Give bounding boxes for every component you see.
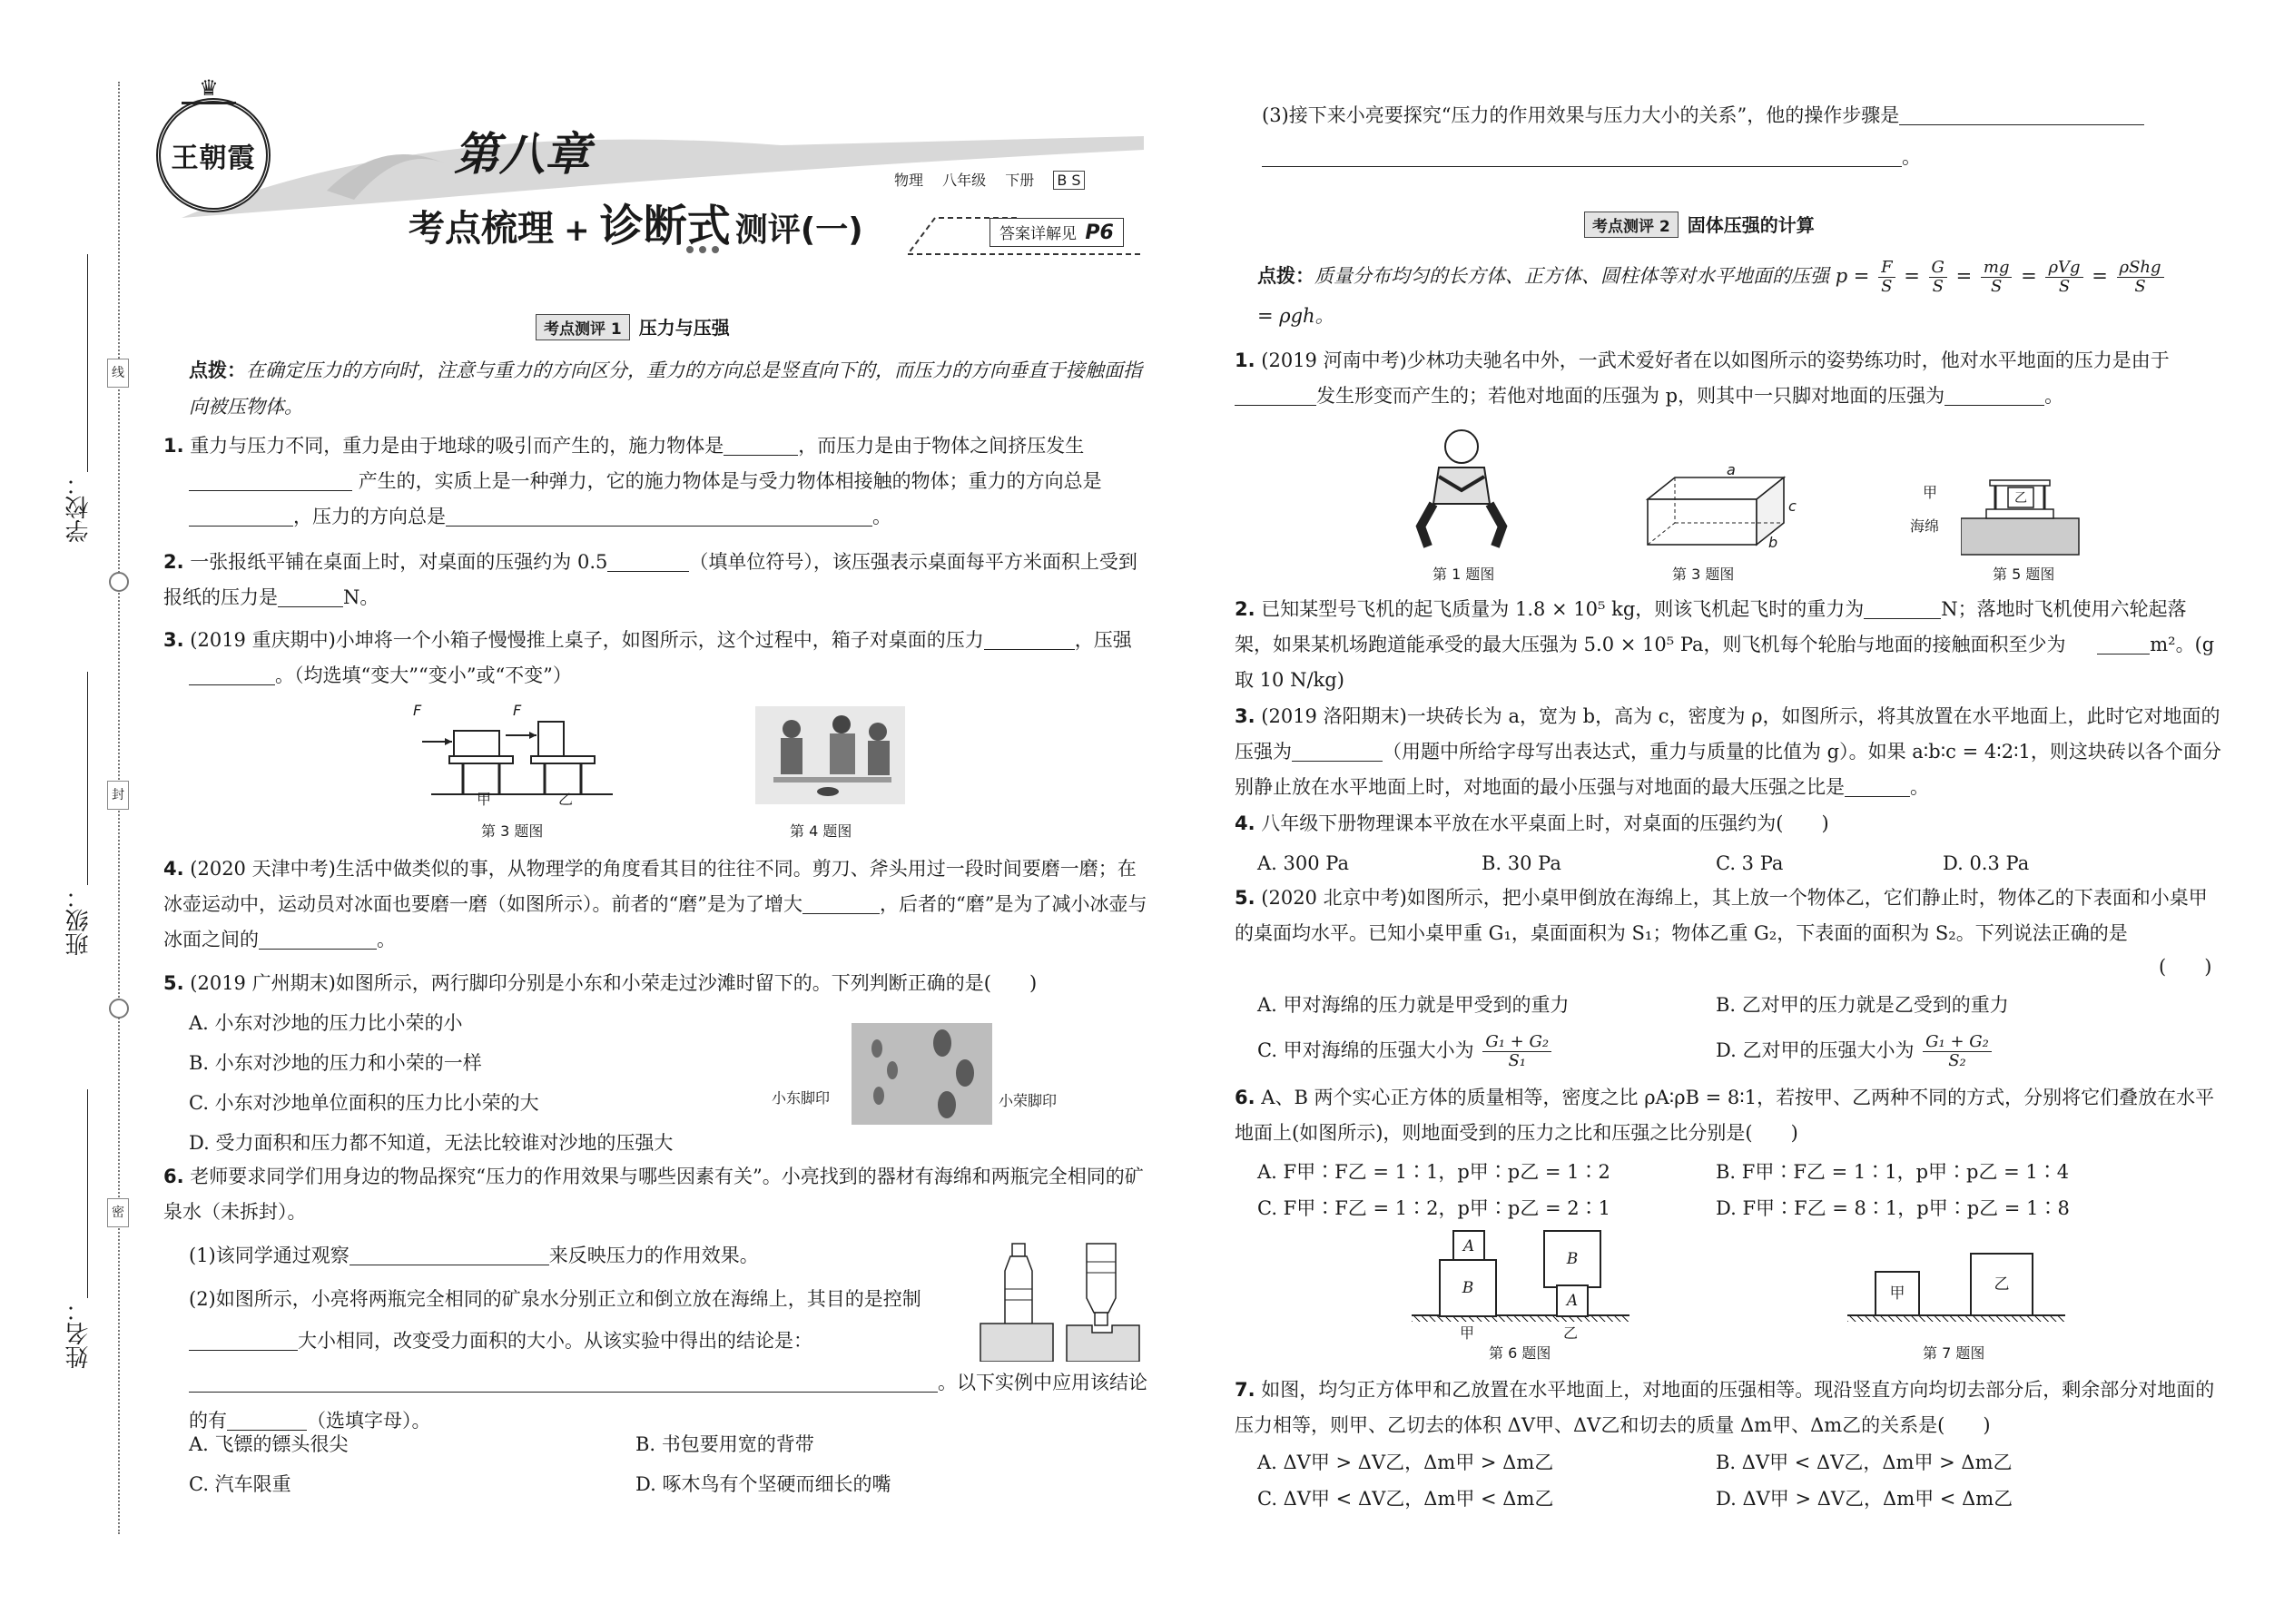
q1-text-e: 。 bbox=[872, 506, 891, 527]
figure-3-left bbox=[413, 704, 631, 803]
r-q4-option-b[interactable]: B. 30 Pa bbox=[1482, 852, 1561, 874]
class-label: 班级： bbox=[65, 885, 93, 956]
r-fig7-yi-cube: 乙 bbox=[1970, 1253, 2033, 1316]
q1-number: 1. bbox=[163, 435, 184, 457]
right-q6 bbox=[1235, 1080, 2224, 1151]
name-label: 姓名： bbox=[65, 1298, 93, 1369]
r-q6-option-a[interactable]: A. F甲∶F乙 = 1∶1，p甲∶p乙 = 1∶2 bbox=[1257, 1161, 1610, 1183]
page-title bbox=[409, 191, 863, 253]
hint-frac-4: $\frac{\text{ρVg}}{S}$ bbox=[2045, 259, 2082, 296]
meta-grade: 八年级 bbox=[942, 172, 987, 189]
figure-4-curling-photo bbox=[755, 706, 905, 804]
r-fig6-jia-A: A bbox=[1452, 1230, 1485, 1263]
r-q1-text-a: (2019 河南中考)少林功夫驰名中外，一武术爱好者在以如图所示的姿势练功时，他对水平地面的压力是由于 bbox=[1261, 349, 2170, 371]
r-fig5-sponge-label: 海绵 bbox=[1910, 517, 1940, 535]
fig3-caption: 第 3 题图 bbox=[481, 822, 544, 840]
q6-3-blank-1[interactable] bbox=[1899, 103, 2144, 125]
r-q3-blank-2[interactable] bbox=[1845, 774, 1910, 797]
r-fig7-caption: 第 7 题图 bbox=[1923, 1344, 1985, 1362]
logo-seal bbox=[156, 98, 271, 212]
q4-text-a: (2020 天津中考)生活中做类似的事，从物理学的角度看其目的往往不同。剪刀、斧头用过一段时间要磨一磨；在冰壶运动中，运动员对冰面也要磨一磨（如图所示）。前者的“磨”是为了增大 bbox=[163, 858, 1137, 915]
q6-part-3 bbox=[1262, 94, 2224, 178]
r-fig3-b-label: b bbox=[1768, 534, 1778, 551]
r-q1-text-b: 发生形变而产生的；若他对地面的压强为 p，则其中一只脚对地面的压强为 bbox=[1316, 385, 1945, 407]
title-a: 考点梳理 bbox=[409, 208, 554, 250]
q3-text-c: 。（均选填“变大”“变小”或“不变”） bbox=[275, 664, 572, 686]
r-q3-text-a: (2019 洛阳期末)一块砖长为 a，宽为 b，高为 c，密度为 ρ，如图所示，将其放置在水平地面上，此时它对地面的压强为 bbox=[1235, 705, 2220, 763]
r-q4-option-a[interactable]: A. 300 Pa bbox=[1257, 852, 1349, 874]
answer-ref-label: 答案详解见 bbox=[999, 225, 1077, 243]
r-q4-option-c[interactable]: C. 3 Pa bbox=[1716, 852, 1784, 874]
q6-2-text-c: 。以下实例中应用该结论的有 bbox=[189, 1372, 1147, 1432]
book-meta bbox=[894, 169, 1085, 190]
fig5-right-label: 小荣脚印 bbox=[999, 1092, 1058, 1109]
q2-number: 2. bbox=[163, 551, 184, 573]
seal-mark-3: 密 bbox=[107, 1198, 129, 1227]
hint2-p: p = bbox=[1835, 265, 1870, 287]
r-q7-option-c[interactable]: C. ΔV甲 < ΔV乙，Δm甲 < Δm乙 bbox=[1257, 1488, 1554, 1510]
r-q5-option-b[interactable]: B. 乙对甲的压力就是乙受到的重力 bbox=[1716, 994, 2009, 1016]
q1-blank-1[interactable] bbox=[724, 433, 798, 456]
r-q4-text: 八年级下册物理课本平放在水平桌面上时，对桌面的压强约为( ) bbox=[1261, 812, 1829, 834]
right-q3 bbox=[1235, 699, 2224, 805]
meta-edition: B S bbox=[1053, 171, 1084, 190]
r-q4-option-d[interactable]: D. 0.3 Pa bbox=[1943, 852, 2030, 874]
left-q4 bbox=[163, 851, 1153, 958]
r-q7-number: 7. bbox=[1235, 1379, 1255, 1401]
r-fig3-c-label: c bbox=[1788, 497, 1797, 515]
q5-option-d[interactable]: D. 受力面积和压力都不知道，无法比较谁对沙地的压强大 bbox=[189, 1132, 674, 1154]
section-2-tag: 考点测评 2 bbox=[1584, 212, 1679, 238]
r-q5-option-c[interactable] bbox=[1257, 1033, 1554, 1070]
q6-number: 6. bbox=[163, 1166, 184, 1187]
r-q3-number: 3. bbox=[1235, 705, 1255, 727]
figure-r1-martial-artist bbox=[1412, 427, 1511, 554]
q4-blank-1[interactable] bbox=[802, 891, 880, 914]
q6-1-text-a: (1)该同学通过观察 bbox=[189, 1245, 350, 1266]
hint2-text: 质量分布均匀的长方体、正方体、圆柱体等对水平地面的压强 bbox=[1314, 265, 1829, 287]
r-q6-option-c[interactable]: C. F甲∶F乙 = 1∶2，p甲∶p乙 = 2∶1 bbox=[1257, 1197, 1611, 1219]
r-q6-option-b[interactable]: B. F甲∶F乙 = 1∶1，p甲∶p乙 = 1∶4 bbox=[1716, 1161, 2070, 1183]
hint2-label: 点拨： bbox=[1257, 265, 1314, 287]
r-q2-text-a: 已知某型号飞机的起飞质量为 1.8 × 10⁵ kg，则该飞机起飞时的重力为 bbox=[1261, 598, 1865, 620]
r-q3-text-b: （用题中所给字母写出表达式，重力与质量的比值为 g）。如果 a∶b∶c = 4∶2∶1，则这块砖以各个面分别静止放在水平地面上时，对地面的最小压强与对地面的最大压强之比是 bbox=[1235, 741, 2221, 798]
q6-2-blank-1[interactable] bbox=[189, 1328, 298, 1351]
section-1-hint bbox=[189, 352, 1151, 425]
answer-ref-page: P6 bbox=[1085, 221, 1114, 244]
fig4-caption: 第 4 题图 bbox=[790, 822, 852, 840]
q6-1-blank[interactable] bbox=[350, 1243, 549, 1265]
fig3-jia-label: 甲 bbox=[477, 791, 492, 808]
meta-volume: 下册 bbox=[1005, 172, 1035, 189]
q4-number: 4. bbox=[163, 858, 184, 880]
q6-2-text-b: 大小相同，改变受力面积的大小。从该实验中得出的结论是： bbox=[298, 1330, 812, 1352]
q2-text-a: 一张报纸平铺在桌面上时，对桌面的压强约为 0.5 bbox=[190, 551, 608, 573]
hint-frac-5: $\frac{\text{ρShg}}{S}$ bbox=[2117, 259, 2164, 296]
left-q6 bbox=[163, 1159, 1153, 1230]
q6-part-2 bbox=[189, 1278, 942, 1362]
figure-6-bottles bbox=[976, 1235, 1157, 1362]
hint2-end: = ρgh。 bbox=[1257, 305, 1334, 327]
r-q7-option-a[interactable]: A. ΔV甲 > ΔV乙，Δm甲 > Δm乙 bbox=[1257, 1452, 1554, 1473]
fig3-f-label-2: F bbox=[513, 702, 522, 719]
q6-1-text-b: 来反映压力的作用效果。 bbox=[548, 1245, 759, 1266]
q2-blank-1[interactable] bbox=[607, 549, 689, 572]
r-q2-text-c: m²。(g 取 10 N/kg) bbox=[1235, 634, 2215, 691]
answer-ref[interactable] bbox=[989, 218, 1124, 247]
r-q6-option-d[interactable]: D. F甲∶F乙 = 8∶1，p甲∶p乙 = 1∶8 bbox=[1716, 1197, 2070, 1219]
r-q5-d-text: D. 乙对甲的压强大小为 bbox=[1716, 1039, 1915, 1061]
q1-blank-3[interactable] bbox=[189, 504, 293, 527]
left-q3 bbox=[163, 623, 1153, 694]
q2-text-c: N。 bbox=[343, 586, 379, 608]
q2-blank-2[interactable] bbox=[278, 585, 343, 607]
q6-3-text-b: 。 bbox=[1902, 146, 1921, 168]
q1-blank-4[interactable] bbox=[446, 504, 872, 527]
r-fig6-caption: 第 6 题图 bbox=[1489, 1344, 1551, 1362]
q1-text-d: ，压力的方向总是 bbox=[293, 506, 446, 527]
r-q4-number: 4. bbox=[1235, 812, 1255, 834]
r-q1-blank-1[interactable] bbox=[1235, 383, 1316, 406]
school-field[interactable] bbox=[87, 254, 88, 472]
r-fig5-caption: 第 5 题图 bbox=[1993, 566, 2055, 583]
r-q6-number: 6. bbox=[1235, 1087, 1255, 1108]
section-1-tag: 考点测评 1 bbox=[536, 314, 630, 340]
r-q5-d-frac: $\frac{\text{G₁ + G₂}}{\text{S₂}}$ bbox=[1923, 1033, 1992, 1070]
q6-part-1 bbox=[189, 1238, 759, 1274]
r-fig3-a-label: a bbox=[1727, 461, 1736, 478]
r-q5-option-d[interactable] bbox=[1716, 1033, 1994, 1070]
r-q6-text: A、B 两个实心正方体的质量相等，密度之比 ρA∶ρB = 8∶1，若按甲、乙两种不同的方式，分别将它们叠放在水平地面上(如图所示)，则地面受到的压力之比和压强之比分别是( ) bbox=[1235, 1087, 2215, 1144]
r-fig3-caption: 第 3 题图 bbox=[1672, 566, 1735, 583]
hint-frac-3: $\frac{mg}{S}$ bbox=[1981, 259, 2013, 296]
r-q5-c-frac: $\frac{\text{G₁ + G₂}}{\text{S₁}}$ bbox=[1482, 1033, 1551, 1070]
r-q2-number: 2. bbox=[1235, 598, 1255, 620]
q5-number: 5. bbox=[163, 972, 184, 994]
binding-circle-2 bbox=[109, 999, 129, 1019]
right-q7 bbox=[1235, 1373, 2224, 1443]
r-q1-text-c: 。 bbox=[2044, 385, 2064, 407]
q5-option-a[interactable]: A. 小东对沙地的压力比小荣的小 bbox=[189, 1012, 463, 1034]
q6-option-d[interactable]: D. 啄木鸟有个坚硬而细长的嘴 bbox=[635, 1473, 891, 1495]
left-q5 bbox=[163, 966, 1153, 1001]
q1-blank-2[interactable] bbox=[189, 468, 352, 491]
r-q5-c-text: C. 甲对海绵的压强大小为 bbox=[1257, 1039, 1474, 1061]
section-2-title: 固体压强的计算 bbox=[1687, 214, 1815, 236]
section-1-heading bbox=[536, 313, 730, 340]
q6-option-b[interactable]: B. 书包要用宽的背带 bbox=[635, 1433, 814, 1455]
r-q1-blank-2[interactable] bbox=[1944, 383, 2044, 406]
figure-5-footprints-photo bbox=[852, 1023, 992, 1125]
q1-text-c: 产生的，实质上是一种弹力，它的施力物体是与受力物体相接触的物体；重力的方向总是 bbox=[358, 470, 1102, 492]
q3-blank-2[interactable] bbox=[189, 663, 275, 685]
q4-text-c: 。 bbox=[377, 929, 396, 950]
section-2-hint: 点拨：质量分布均匀的长方体、正方体、圆柱体等对水平地面的压强 p = $\frac{F}{S}$ = $\frac{G}{S}$ = $\frac{mg}{S}$ = $\frac{\text{ρVg}}{S}$ = $\frac{\text{ρShg}}{S}$ = ρgh。 bbox=[1257, 256, 2229, 336]
binding-circle-1 bbox=[109, 572, 129, 592]
hint-text: 在确定压力的方向时，注意与重力的方向区分，重力的方向总是竖直向下的，而压力的方向垂直于接触面指向被压物体。 bbox=[189, 359, 1142, 418]
r-q5-number: 5. bbox=[1235, 887, 1255, 909]
q4-blank-2[interactable] bbox=[259, 927, 377, 950]
left-q1 bbox=[163, 428, 1153, 535]
fig3-f-label-1: F bbox=[413, 702, 422, 719]
right-q1 bbox=[1235, 343, 2224, 414]
name-field[interactable] bbox=[87, 1089, 88, 1298]
q6-option-c[interactable]: C. 汽车限重 bbox=[189, 1473, 291, 1495]
r-fig6-jia-label: 甲 bbox=[1460, 1324, 1475, 1342]
q6-2-text-a: (2)如图所示，小亮将两瓶完全相同的矿泉水分别正立和倒立放在海绵上，其目的是控制 bbox=[189, 1288, 921, 1310]
r-q2-blank-1[interactable] bbox=[1864, 596, 1941, 619]
r-q7-option-d[interactable]: D. ΔV甲 > ΔV乙，Δm甲 < Δm乙 bbox=[1716, 1488, 2013, 1510]
r-fig6-yi-A: A bbox=[1556, 1284, 1589, 1317]
r-q2-blank-2[interactable] bbox=[2097, 632, 2150, 655]
meta-subject: 物理 bbox=[894, 172, 924, 189]
seal-mark-2: 封 bbox=[107, 781, 129, 810]
right-q2 bbox=[1235, 592, 2224, 698]
hint-frac-2: $\frac{G}{S}$ bbox=[1929, 259, 1947, 296]
logo-crown-icon: ♛ bbox=[182, 74, 236, 104]
chapter-title: 第八章 bbox=[454, 128, 590, 181]
section-1-title: 压力与压强 bbox=[638, 317, 730, 339]
q6-option-a[interactable]: A. 飞镖的镖头很尖 bbox=[189, 1433, 349, 1455]
r-q3-blank-1[interactable] bbox=[1292, 739, 1383, 762]
title-c: 测评(一) bbox=[734, 212, 863, 249]
fig5-left-label: 小东脚印 bbox=[772, 1089, 831, 1107]
r-q5-answer-paren[interactable]: ( ) bbox=[2159, 956, 2212, 978]
r-fig5-jia-label: 甲 bbox=[1923, 484, 1938, 501]
left-q2 bbox=[163, 545, 1153, 615]
r-q2-text-b: N；落地时飞机使用六轮起落架，如果某机场跑道能承受的最大压强为 5.0 × 10⁵ Pa，则飞机每个轮胎与地面的接触面积至少为 bbox=[1235, 598, 2187, 655]
r-q3-text-c: 。 bbox=[1910, 776, 1929, 798]
q6-text: 老师要求同学们用身边的物品探究“压力的作用效果与哪些因素有关”。小亮找到的器材有海绵和两瓶完全相同的矿泉水（未拆封）。 bbox=[163, 1166, 1144, 1223]
q5-option-b[interactable]: B. 小东对沙地的压力和小荣的一样 bbox=[189, 1052, 482, 1074]
r-fig6-yi-label: 乙 bbox=[1563, 1324, 1579, 1342]
school-label: 学校： bbox=[65, 472, 93, 543]
title-plus: + bbox=[564, 212, 590, 249]
q5-option-c[interactable]: C. 小东对沙地单位面积的压力比小荣的大 bbox=[189, 1092, 539, 1114]
fig3-yi-label: 乙 bbox=[558, 791, 574, 808]
q4-text-b: ，后者的“磨”是为了减小冰壶与冰面之间的 bbox=[163, 893, 1147, 950]
q3-text-b: ，压强 bbox=[1074, 629, 1132, 651]
r-fig6-yi-B: B bbox=[1543, 1230, 1601, 1288]
r-fig5-yi-label: 乙 bbox=[2014, 491, 2027, 506]
q6-3-blank-2[interactable] bbox=[1262, 144, 1902, 167]
q6-2-blank-2[interactable] bbox=[189, 1370, 938, 1393]
r-q7-text: 如图，均匀正方体甲和乙放置在水平地面上，对地面的压强相等。现沿竖直方向均切去部分后，剩余部分对地面的压力相等，则甲、乙切去的体积 ΔV甲、ΔV乙和切去的质量 Δm甲、Δm乙的关系是( ) bbox=[1235, 1379, 2215, 1436]
q3-text-a: (2019 重庆期中)小坤将一个小箱子慢慢推上桌子，如图所示，这个过程中，箱子对桌面的压力 bbox=[190, 629, 984, 651]
r-q7-option-b[interactable]: B. ΔV甲 < ΔV乙，Δm甲 > Δm乙 bbox=[1716, 1452, 2013, 1473]
class-field[interactable] bbox=[87, 672, 88, 885]
r-fig6-jia-B: B bbox=[1439, 1259, 1497, 1317]
seal-mark-1: 线 bbox=[107, 359, 129, 388]
section-2-heading bbox=[1584, 211, 1815, 238]
q3-number: 3. bbox=[163, 629, 184, 651]
hint-frac-1: $\frac{F}{S}$ bbox=[1878, 259, 1895, 296]
right-q5 bbox=[1235, 881, 2224, 951]
right-q4 bbox=[1235, 806, 2224, 842]
q1-text-a: 重力与压力不同，重力是由于地球的吸引而产生的，施力物体是 bbox=[190, 435, 724, 457]
r-q1-number: 1. bbox=[1235, 349, 1255, 371]
q6-2-text-d: （选填字母）。 bbox=[307, 1410, 431, 1432]
q6-3-text-a: (3)接下来小亮要探究“压力的作用效果与压力大小的关系”，他的操作步骤是 bbox=[1262, 104, 1900, 126]
logo-text: 王朝霞 bbox=[171, 143, 256, 174]
q1-text-b: ，而压力是由于物体之间挤压发生 bbox=[798, 435, 1085, 457]
r-q5-option-a[interactable]: A. 甲对海绵的压力就是甲受到的重力 bbox=[1257, 994, 1570, 1016]
title-b: 诊断式 bbox=[599, 201, 731, 251]
q3-blank-1[interactable] bbox=[984, 627, 1075, 650]
r-fig7-jia-cube: 甲 bbox=[1875, 1271, 1920, 1316]
r-fig1-caption: 第 1 题图 bbox=[1433, 566, 1495, 583]
q5-text: (2019 广州期末)如图所示，两行脚印分别是小东和小荣走过沙滩时留下的。下列判断正确的是( ) bbox=[190, 972, 1038, 994]
q2-text-b: （填单位符号），该压强表示桌面每平方米面积上受到报纸的压力是 bbox=[163, 551, 1137, 608]
hint-label: 点拨： bbox=[189, 359, 246, 381]
r-q5-text: (2020 北京中考)如图所示，把小桌甲倒放在海绵上，其上放一个物体乙，它们静止时，物体乙的下表面和小桌甲的桌面均水平。已知小桌甲重 G₁，桌面面积为 S₁；物体乙重 G₂，下表面的面积为 S₂。下列说法正确的是 bbox=[1235, 887, 2208, 944]
